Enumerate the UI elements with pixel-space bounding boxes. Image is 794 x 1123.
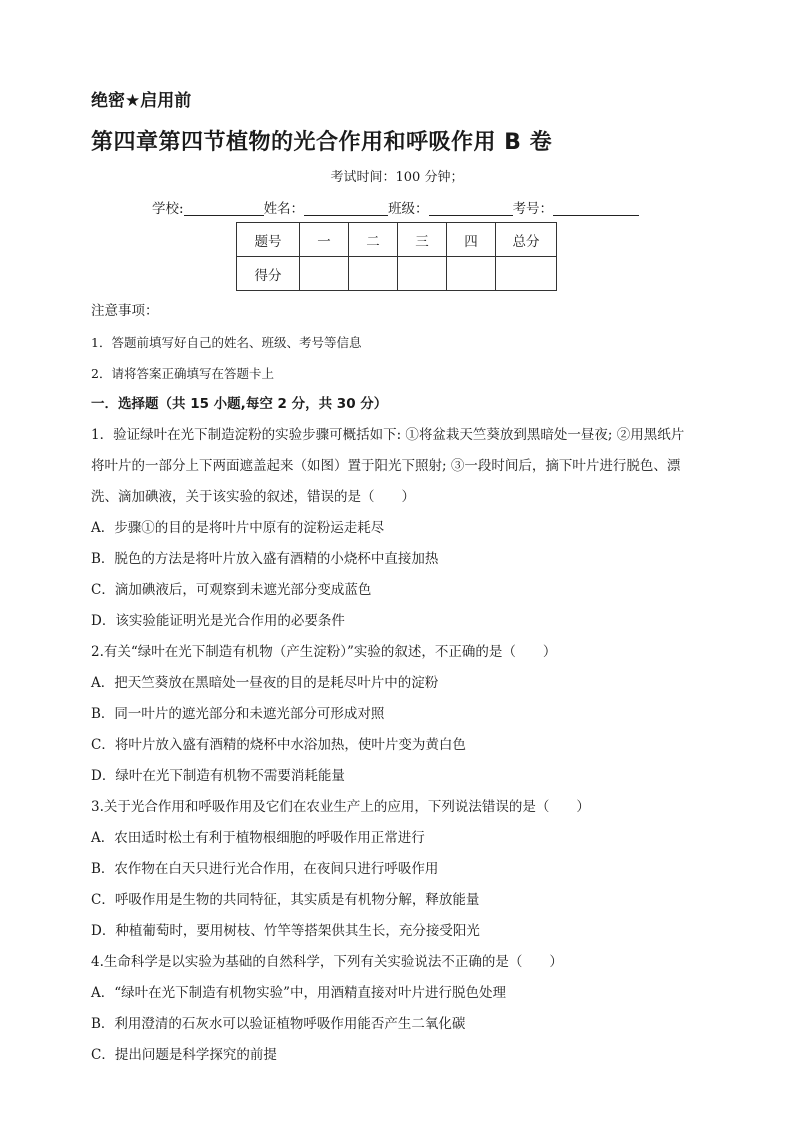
score-table-header-row — [237, 223, 557, 257]
question-1-option-d: D．该实验能证明光是光合作用的必要条件 — [91, 613, 345, 629]
score-header-cell: 总分 — [496, 223, 557, 257]
question-2-option-a: A．把天竺葵放在黑暗处一昼夜的目的是耗尽叶片中的淀粉 — [91, 675, 439, 691]
score-cell[interactable] — [349, 257, 398, 291]
question-4-option-c: C．提出问题是科学探究的前提 — [91, 1047, 277, 1063]
number-blank[interactable] — [553, 201, 639, 216]
question-3-option-a: A．农田适时松土有利于植物根细胞的呼吸作用正常进行 — [91, 830, 425, 846]
score-header-cell: 四 — [447, 223, 496, 257]
question-1-stem: 洗、滴加碘液，关于该实验的叙述，错误的是（ ） — [91, 489, 415, 505]
question-2-stem: 2.有关“绿叶在光下制造有机物（产生淀粉）”实验的叙述，不正确的是（ ） — [91, 644, 557, 660]
question-3-option-c: C．呼吸作用是生物的共同特征，其实质是有机物分解，释放能量 — [91, 892, 480, 908]
score-row-label: 得分 — [237, 257, 300, 291]
score-header-cell: 题号 — [237, 223, 300, 257]
question-1-stem: 1．验证绿叶在光下制造淀粉的实验步骤可概括如下: ①将盆栽天竺葵放到黑暗处一昼夜; ②用黑纸片 — [91, 427, 685, 443]
class-blank[interactable] — [429, 201, 513, 216]
student-info-row — [152, 197, 639, 217]
score-cell[interactable] — [447, 257, 496, 291]
secret-label: 绝密★启用前 — [91, 91, 192, 111]
question-2-option-b: B．同一叶片的遮光部分和未遮光部分可形成对照 — [91, 706, 385, 722]
score-header-cell: 一 — [300, 223, 349, 257]
question-4-stem: 4.生命科学是以实验为基础的自然科学，下列有关实验说法不正确的是（ ） — [91, 954, 563, 970]
question-1-stem: 将叶片的一部分上下两面遮盖起来（如图）置于阳光下照射; ③一段时间后，摘下叶片进行脱色、漂 — [91, 458, 681, 474]
question-3-option-b: B．农作物在白天只进行光合作用，在夜间只进行呼吸作用 — [91, 861, 439, 877]
score-table-score-row — [237, 257, 557, 291]
name-label: 姓名： — [263, 201, 305, 217]
question-1-option-a: A．步骤①的目的是将叶片中原有的淀粉运走耗尽 — [91, 520, 385, 536]
score-table — [236, 222, 557, 291]
exam-time: 考试时间：100 分钟； — [330, 170, 464, 185]
class-label: 班级： — [388, 201, 429, 217]
question-3-stem: 3.关于光合作用和呼吸作用及它们在农业生产上的应用，下列说法错误的是（ ） — [91, 799, 590, 815]
question-1-option-b: B．脱色的方法是将叶片放入盛有酒精的小烧杯中直接加热 — [91, 551, 439, 567]
question-4-option-b: B．利用澄清的石灰水可以验证植物呼吸作用能否产生二氧化碳 — [91, 1016, 466, 1032]
score-cell[interactable] — [300, 257, 349, 291]
name-blank[interactable] — [304, 201, 388, 216]
exam-title: 第四章第四节植物的光合作用和呼吸作用 B 卷 — [91, 130, 553, 155]
number-label: 考号： — [512, 201, 554, 217]
question-1-option-c: C．滴加碘液后，可观察到未遮光部分变成蓝色 — [91, 582, 372, 598]
school-blank[interactable] — [184, 201, 264, 216]
exam-body — [91, 296, 711, 1071]
question-4-option-a: A．“绿叶在光下制造有机物实验”中，用酒精直接对叶片进行脱色处理 — [91, 985, 507, 1001]
school-label: 学校: — [152, 201, 184, 217]
note-item: 2．请将答案正确填写在答题卡上 — [91, 366, 274, 381]
score-cell[interactable] — [398, 257, 447, 291]
question-2-option-c: C．将叶片放入盛有酒精的烧杯中水浴加热，使叶片变为黄白色 — [91, 737, 466, 753]
note-item: 1．答题前填写好自己的姓名、班级、考号等信息 — [91, 335, 362, 350]
section-heading: 一．选择题（共 15 小题,每空 2 分，共 30 分） — [91, 396, 388, 412]
score-header-cell: 三 — [398, 223, 447, 257]
score-cell[interactable] — [496, 257, 557, 291]
notes-title: 注意事项： — [91, 303, 159, 319]
question-2-option-d: D．绿叶在光下制造有机物不需要消耗能量 — [91, 768, 345, 784]
question-3-option-d: D．种植葡萄时，要用树枝、竹竿等搭架供其生长，充分接受阳光 — [91, 923, 480, 939]
score-header-cell: 二 — [349, 223, 398, 257]
